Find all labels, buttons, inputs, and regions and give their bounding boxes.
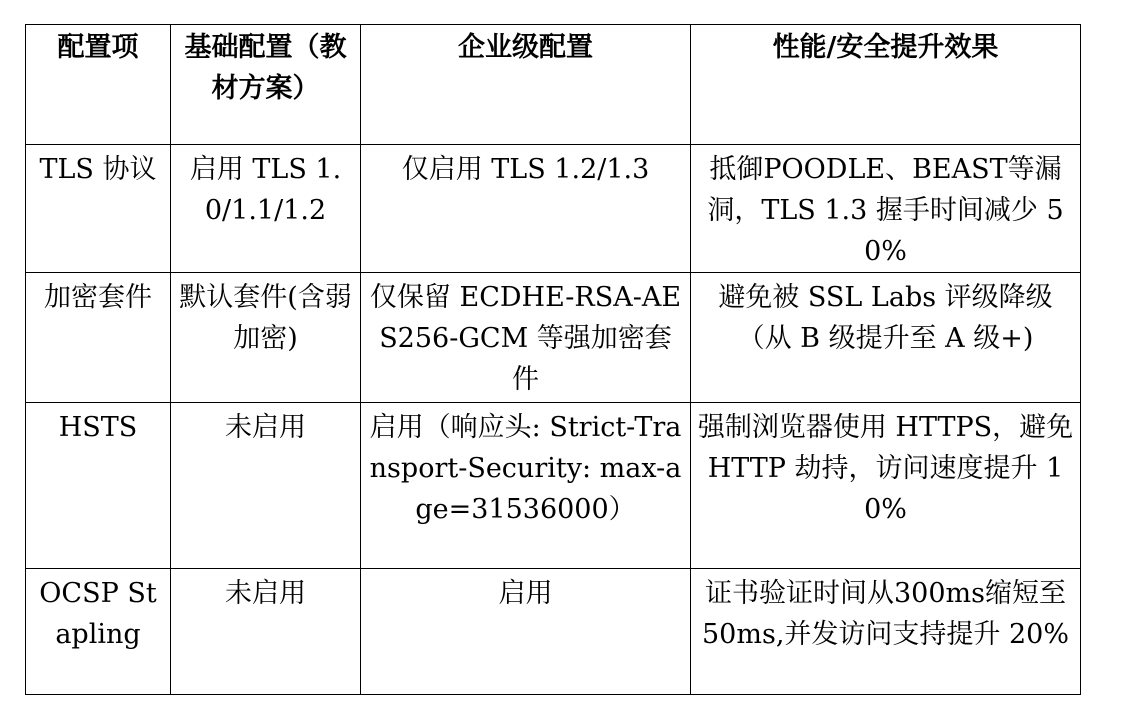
cell-enterprise-config: 仅保留 ECDHE-RSA-AES256-GCM 等强加密套件 bbox=[361, 273, 691, 403]
table-row bbox=[26, 569, 1081, 695]
header-basic-config: 基础配置（教材方案） bbox=[171, 25, 361, 145]
cell-improvement-effect: 强制浏览器使用 HTTPS，避免 HTTP 劫持，访问速度提升 10% bbox=[691, 403, 1081, 569]
table-header-row bbox=[26, 25, 1081, 145]
cell-basic-config: 默认套件(含弱加密) bbox=[171, 273, 361, 403]
cell-config-item: OCSP Stapling bbox=[26, 569, 171, 695]
table-row bbox=[26, 145, 1081, 273]
cell-improvement-effect: 抵御POODLE、BEAST等漏洞，TLS 1.3 握手时间减少 50% bbox=[691, 145, 1081, 273]
table-row bbox=[26, 273, 1081, 403]
cell-basic-config: 未启用 bbox=[171, 403, 361, 569]
header-enterprise-config: 企业级配置 bbox=[361, 25, 691, 145]
cell-basic-config: 未启用 bbox=[171, 569, 361, 695]
cell-enterprise-config: 启用 bbox=[361, 569, 691, 695]
header-config-item: 配置项 bbox=[26, 25, 171, 145]
cell-enterprise-config: 仅启用 TLS 1.2/1.3 bbox=[361, 145, 691, 273]
cell-enterprise-config: 启用（响应头: Strict-Transport-Security: max-age=31536000） bbox=[361, 403, 691, 569]
cell-basic-config: 启用 TLS 1.0/1.1/1.2 bbox=[171, 145, 361, 273]
cell-config-item: 加密套件 bbox=[26, 273, 171, 403]
cell-config-item: TLS 协议 bbox=[26, 145, 171, 273]
header-improvement-effect: 性能/安全提升效果 bbox=[691, 25, 1081, 145]
config-comparison-table bbox=[25, 24, 1081, 695]
cell-improvement-effect: 避免被 SSL Labs 评级降级（从 B 级提升至 A 级+) bbox=[691, 273, 1081, 403]
cell-improvement-effect: 证书验证时间从300ms缩短至 50ms,并发访问支持提升 20% bbox=[691, 569, 1081, 695]
cell-config-item: HSTS bbox=[26, 403, 171, 569]
table-row bbox=[26, 403, 1081, 569]
